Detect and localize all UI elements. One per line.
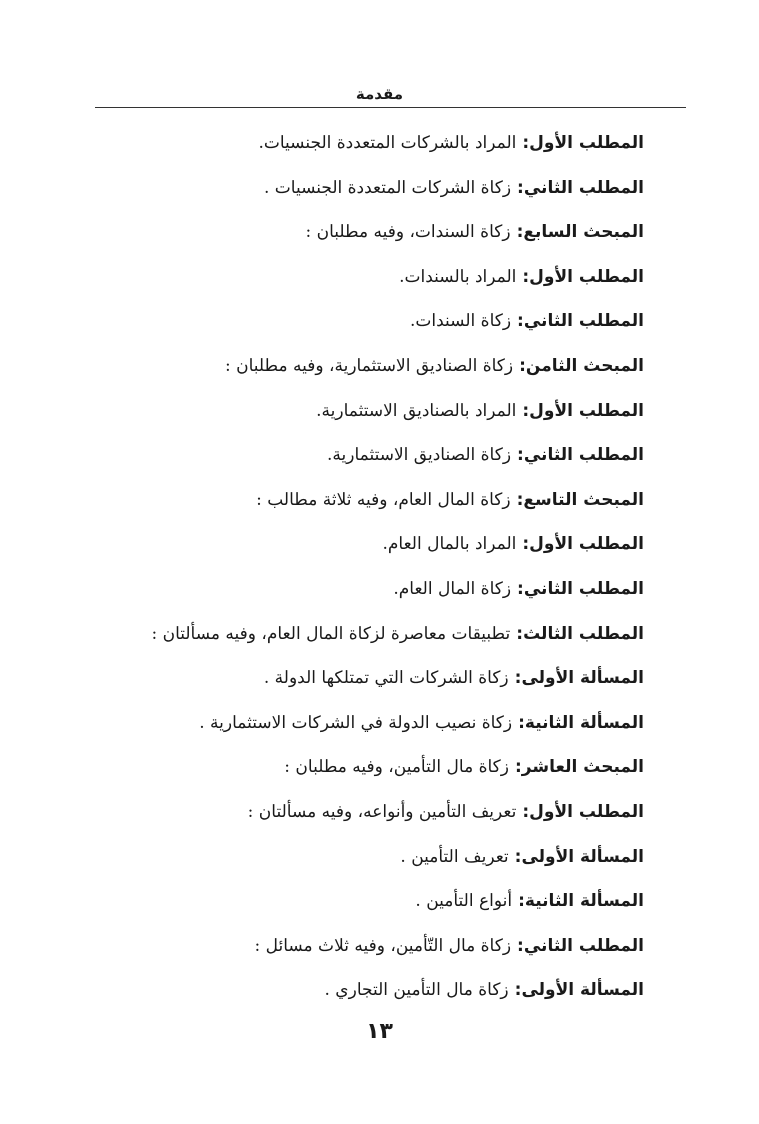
entry-text: زكاة مال التأمين التجاري . — [324, 980, 509, 1001]
toc-entry — [84, 433, 644, 478]
entry-colon: : — [517, 578, 524, 599]
entry-colon: : — [517, 445, 524, 466]
entry-text: زكاة مال التّأمين، وفيه ثلاث مسائل : — [254, 935, 512, 956]
entry-label: المطلب الأول — [529, 133, 644, 153]
toc-entry — [84, 790, 644, 835]
entry-text: تطبيقات معاصرة لزكاة المال العام، وفيه مسألتان : — [151, 623, 511, 644]
toc-entry — [84, 299, 644, 344]
entry-colon: : — [516, 222, 524, 243]
entry-colon: : — [514, 757, 522, 778]
entry-label: المسألة الثانية — [524, 891, 644, 912]
toc-entry — [84, 210, 644, 255]
entry-colon: : — [519, 355, 526, 376]
toc-entry — [84, 522, 644, 567]
entry-label: المطلب الثالث — [523, 623, 644, 644]
page-number: ١٣ — [366, 1019, 393, 1044]
entry-colon: : — [522, 400, 530, 421]
entry-text: زكاة الصناديق الاستثمارية. — [327, 445, 512, 466]
entry-label: المطلب الثاني — [523, 445, 644, 466]
toc-entry — [84, 255, 644, 300]
entry-label: المبحث العاشر — [521, 757, 644, 778]
entry-colon: : — [517, 177, 524, 198]
entry-colon: : — [516, 489, 524, 510]
toc-entry — [84, 389, 644, 434]
entry-label: المبحث السابع — [523, 222, 644, 243]
toc-entry — [84, 612, 644, 657]
entry-text: المراد بالشركات المتعددة الجنسيات. — [258, 133, 517, 153]
entry-label: المبحث التاسع — [523, 489, 644, 510]
toc-entry — [84, 745, 644, 790]
entry-colon: : — [517, 311, 524, 332]
toc-list — [84, 121, 644, 1013]
toc-entry — [84, 344, 644, 389]
entry-label: المسألة الأولى — [521, 846, 644, 867]
entry-colon: : — [514, 668, 522, 689]
toc-entry — [84, 968, 644, 1013]
entry-text: زكاة المال العام. — [393, 578, 512, 599]
entry-label: المطلب الأول — [529, 801, 644, 822]
toc-entry — [84, 924, 644, 969]
entry-colon: : — [518, 891, 525, 912]
entry-text: زكاة المال العام، وفيه ثلاثة مطالب : — [256, 489, 511, 510]
entry-colon: : — [517, 935, 524, 956]
toc-entry — [84, 879, 644, 924]
entry-label: المطلب الأول — [529, 534, 644, 555]
toc-entry — [84, 478, 644, 523]
entry-colon: : — [522, 266, 530, 287]
entry-label: المطلب الثاني — [523, 935, 644, 956]
entry-colon: : — [522, 534, 530, 555]
entry-text: زكاة الشركات التي تمتلكها الدولة . — [263, 668, 509, 689]
toc-entry — [84, 835, 644, 880]
entry-colon: : — [516, 623, 524, 644]
entry-text: زكاة السندات، وفيه مطلبان : — [305, 222, 511, 243]
entry-text: المراد بالمال العام. — [382, 534, 517, 555]
entry-colon: : — [522, 801, 530, 822]
toc-entry — [84, 656, 644, 701]
entry-label: المطلب الأول — [529, 400, 644, 421]
entry-text: زكاة نصيب الدولة في الشركات الاستثمارية . — [199, 712, 513, 733]
entry-label: المطلب الثاني — [523, 177, 644, 198]
entry-label: المسألة الثانية — [524, 712, 644, 733]
entry-colon: : — [514, 980, 522, 1001]
entry-text: زكاة الصناديق الاستثمارية، وفيه مطلبان : — [225, 355, 514, 376]
entry-colon: : — [514, 846, 522, 867]
toc-entry — [84, 567, 644, 612]
entry-colon: : — [518, 712, 525, 733]
toc-entry — [84, 166, 644, 211]
entry-colon: : — [522, 133, 530, 153]
entry-text: زكاة مال التأمين، وفيه مطلبان : — [284, 757, 509, 778]
toc-entry — [84, 121, 644, 166]
entry-text: أنواع التأمين . — [415, 891, 513, 912]
entry-label: المطلب الثاني — [523, 311, 644, 332]
toc-entry — [84, 701, 644, 746]
header-rule — [95, 107, 686, 108]
entry-label: المسألة الأولى — [521, 668, 644, 689]
entry-text: زكاة الشركات المتعددة الجنسيات . — [263, 177, 512, 198]
entry-text: المراد بالسندات. — [399, 266, 517, 287]
entry-label: المطلب الأول — [529, 266, 644, 287]
entry-text: المراد بالصناديق الاستثمارية. — [316, 400, 517, 421]
entry-text: تعريف التأمين . — [400, 846, 509, 867]
entry-text: تعريف التأمين وأنواعه، وفيه مسألتان : — [247, 801, 517, 822]
entry-label: المطلب الثاني — [523, 578, 644, 599]
entry-label: المبحث الثامن — [525, 355, 644, 376]
entry-text: زكاة السندات. — [410, 311, 512, 332]
running-head-title: مقدمة — [355, 85, 404, 103]
entry-label: المسألة الأولى — [521, 980, 644, 1001]
